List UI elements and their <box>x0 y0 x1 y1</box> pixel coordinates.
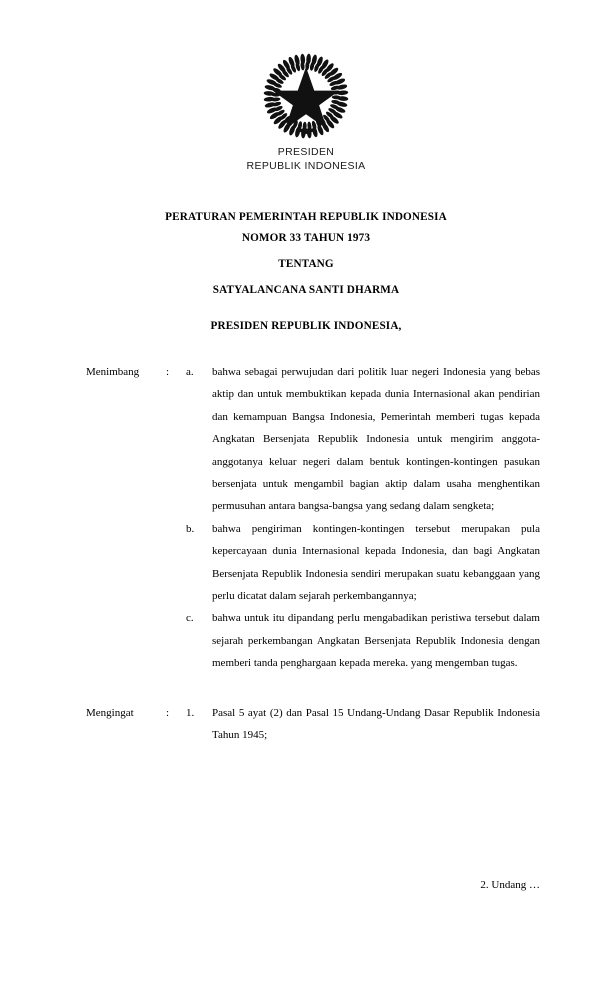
masthead-caption-line-2: REPUBLIK INDONESIA <box>246 159 366 172</box>
clause-item <box>86 361 540 518</box>
garuda-star-wreath-seal-icon <box>262 52 350 140</box>
enacting-clause: PRESIDEN REPUBLIK INDONESIA, <box>210 320 402 332</box>
masthead-caption-line-1: PRESIDEN <box>277 146 335 158</box>
clause-text: bahwa untuk itu dipandang perlu mengabadikan peristiwa tersebut dalam sejarah perkembangan Angkatan Bersenjata Republik Indonesia dengan memberi tanda penghargaan kepada mereka. yang mengemban tugas. <box>212 612 540 670</box>
clause-marker: a. <box>186 366 194 378</box>
title-subject: SATYALANCANA SANTI DHARMA <box>212 284 400 296</box>
clause-label-mengingat: Mengingat <box>86 706 134 719</box>
title-about-label: TENTANG <box>278 258 334 270</box>
clause-text: bahwa pengiriman kontingen-kontingen tersebut merupakan pula kepercayaan dunia Internasional kepada Indonesia, dan bagi Angkatan Bersenjata Republik Indonesia sendiri merupakan suatu kebanggaan yang perlu dicatat dalam sejarah perkembangannya; <box>212 522 540 603</box>
clause-colon: : <box>166 706 170 719</box>
title-regulation-type: PERATURAN PEMERINTAH REPUBLIK INDONESIA <box>165 211 447 223</box>
clause-item <box>86 518 540 608</box>
masthead-caption <box>0 146 612 173</box>
clause-text: Pasal 5 ayat (2) dan Pasal 15 Undang-Undang Dasar Republik Indonesia Tahun 1945; <box>212 706 540 742</box>
title-number: NOMOR 33 TAHUN 1973 <box>241 232 371 244</box>
clause-group-mengingat <box>86 702 540 747</box>
clause-marker: c. <box>186 612 194 625</box>
clause-marker: b. <box>186 522 195 535</box>
clause-text: bahwa sebagai perwujudan dari politik luar negeri Indonesia yang bebas aktip dan untuk membuktikan kepada dunia Internasional akan pendirian dan kemampuan Bangsa Indonesia, Pemerintah memberi tugas kepada Angkatan Bersenjata Republik Indonesia untuk mengirim anggota-anggotanya keluar negeri dalam bentuk kontingen-kontingen pasukan bersenjata untuk mengambil bagian aktip dalam usaha menghentikan permusuhan antara bangsa-bangsa yang sedang dalam sengketa; <box>212 366 540 513</box>
clause-marker: 1. <box>186 706 195 719</box>
clause-item <box>86 607 540 674</box>
clause-colon: : <box>166 366 170 378</box>
clause-item <box>86 702 540 747</box>
document-title-block <box>0 207 612 301</box>
clauses-body <box>86 361 540 747</box>
masthead <box>0 52 612 173</box>
clause-label-menimbang: Menimbang <box>86 366 140 378</box>
clause-group-menimbang <box>86 361 540 675</box>
page-catchword: 2. Undang … <box>480 879 540 891</box>
